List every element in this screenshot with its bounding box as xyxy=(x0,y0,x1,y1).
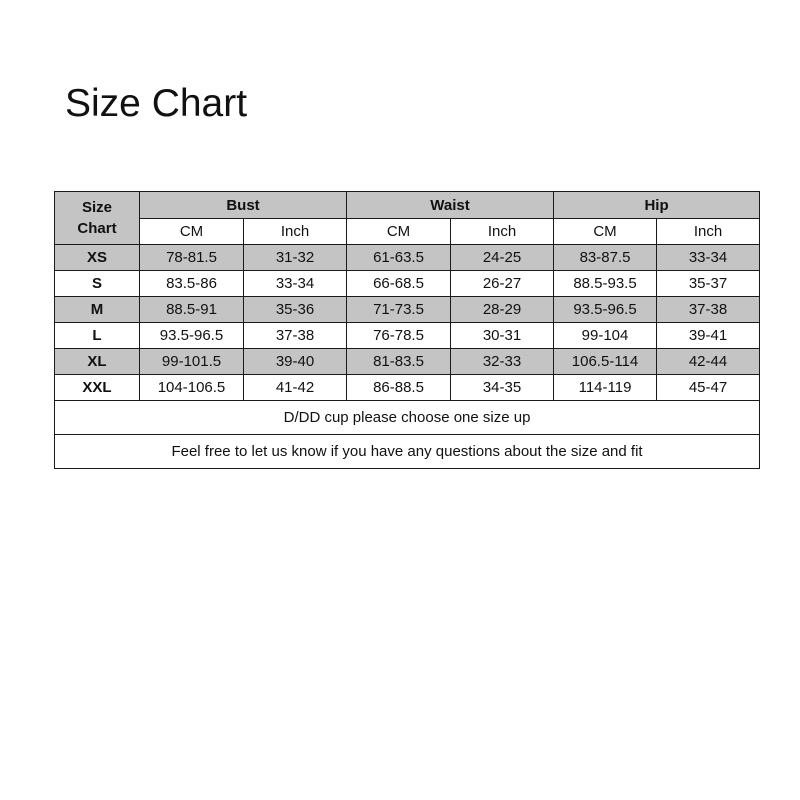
table-cell: 34-35 xyxy=(451,375,554,401)
size-chart-table xyxy=(54,191,760,469)
table-cell: 33-34 xyxy=(244,271,347,297)
table-row xyxy=(55,271,760,297)
table-cell: 93.5-96.5 xyxy=(140,323,244,349)
table-row xyxy=(55,375,760,401)
table-cell: 24-25 xyxy=(451,245,554,271)
table-cell: 33-34 xyxy=(657,245,760,271)
size-label: XL xyxy=(55,349,140,375)
table-row xyxy=(55,349,760,375)
group-header-hip: Hip xyxy=(554,192,760,219)
unit-header-hip-cm: CM xyxy=(554,219,657,245)
cup-note-row xyxy=(55,401,760,435)
cup-note: D/DD cup please choose one size up xyxy=(55,401,760,435)
table-cell: 104-106.5 xyxy=(140,375,244,401)
table-cell: 28-29 xyxy=(451,297,554,323)
table-cell: 32-33 xyxy=(451,349,554,375)
table-cell: 81-83.5 xyxy=(347,349,451,375)
table-cell: 83-87.5 xyxy=(554,245,657,271)
table-cell: 93.5-96.5 xyxy=(554,297,657,323)
table-cell: 106.5-114 xyxy=(554,349,657,375)
table-cell: 99-104 xyxy=(554,323,657,349)
unit-header-row xyxy=(55,219,760,245)
table-cell: 88.5-91 xyxy=(140,297,244,323)
size-label: S xyxy=(55,271,140,297)
page-title: Size Chart xyxy=(65,82,248,125)
contact-note: Feel free to let us know if you have any questions about the size and fit xyxy=(55,435,760,469)
table-cell: 26-27 xyxy=(451,271,554,297)
table-row xyxy=(55,297,760,323)
table-cell: 76-78.5 xyxy=(347,323,451,349)
table-cell: 61-63.5 xyxy=(347,245,451,271)
unit-header-bust-cm: CM xyxy=(140,219,244,245)
table-cell: 78-81.5 xyxy=(140,245,244,271)
size-chart-corner-header xyxy=(55,192,140,245)
table-cell: 88.5-93.5 xyxy=(554,271,657,297)
table-cell: 41-42 xyxy=(244,375,347,401)
corner-label-line1: Size xyxy=(81,199,112,216)
table-cell: 35-36 xyxy=(244,297,347,323)
table-cell: 66-68.5 xyxy=(347,271,451,297)
size-label: XS xyxy=(55,245,140,271)
table-cell: 114-119 xyxy=(554,375,657,401)
group-header-row xyxy=(55,192,760,219)
contact-note-row xyxy=(55,435,760,469)
table-cell: 83.5-86 xyxy=(140,271,244,297)
size-label: L xyxy=(55,323,140,349)
table-cell: 39-40 xyxy=(244,349,347,375)
size-label: XXL xyxy=(55,375,140,401)
table-cell: 71-73.5 xyxy=(347,297,451,323)
corner-label-line2: Chart xyxy=(77,220,117,237)
group-header-bust: Bust xyxy=(140,192,347,219)
table-cell: 35-37 xyxy=(657,271,760,297)
unit-header-waist-inch: Inch xyxy=(451,219,554,245)
table-cell: 30-31 xyxy=(451,323,554,349)
unit-header-bust-inch: Inch xyxy=(244,219,347,245)
unit-header-hip-inch: Inch xyxy=(657,219,760,245)
unit-header-waist-cm: CM xyxy=(347,219,451,245)
size-label: M xyxy=(55,297,140,323)
table-cell: 39-41 xyxy=(657,323,760,349)
group-header-waist: Waist xyxy=(347,192,554,219)
table-cell: 45-47 xyxy=(657,375,760,401)
table-cell: 37-38 xyxy=(657,297,760,323)
table-cell: 99-101.5 xyxy=(140,349,244,375)
table-row xyxy=(55,323,760,349)
table-cell: 86-88.5 xyxy=(347,375,451,401)
table-cell: 31-32 xyxy=(244,245,347,271)
table-cell: 42-44 xyxy=(657,349,760,375)
table-cell: 37-38 xyxy=(244,323,347,349)
table-row xyxy=(55,245,760,271)
